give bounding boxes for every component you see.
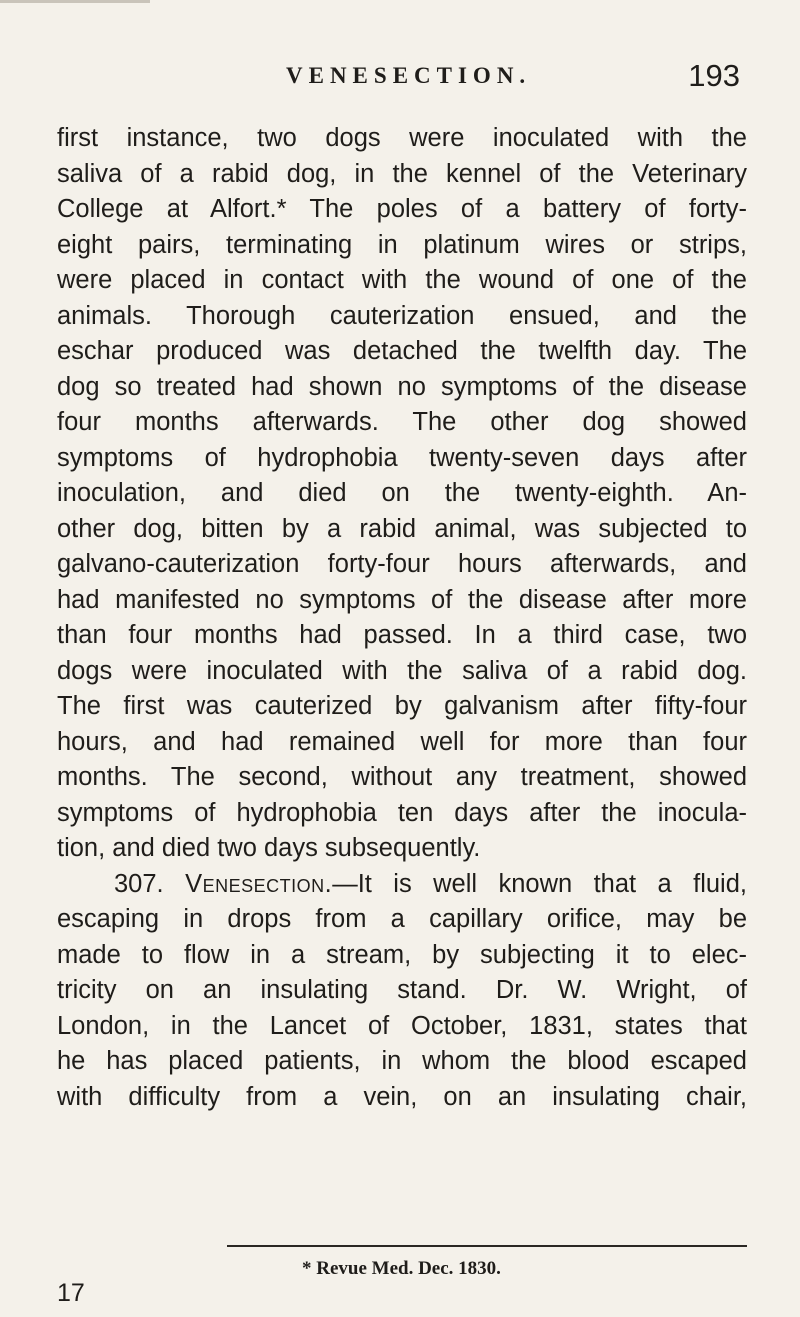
text-line: first instance, two dogs were inoculated with the	[57, 124, 747, 152]
running-head: VENESECTION.	[286, 63, 532, 88]
text-line: dog so treated had shown no symptoms of the disease	[57, 372, 747, 401]
text-line: tion, and died two days subsequently.	[57, 834, 481, 862]
text-line: were placed in contact with the wound of one of the	[57, 266, 747, 294]
text-line: had manifested no symptoms of the disease after more	[57, 585, 747, 614]
text-line: symptoms of hydrophobia twenty-seven days after	[57, 443, 747, 472]
section-title: Venesection.	[185, 869, 333, 898]
text-line: saliva of a rabid dog, in the kennel of the Veterinary	[57, 159, 747, 188]
page-number: 193	[688, 58, 740, 93]
text-line: made to flow in a stream, by subjecting it to elec-	[57, 940, 747, 969]
footnote: * Revue Med. Dec. 1830.	[302, 1258, 501, 1279]
page-edge-rule	[0, 0, 150, 3]
signature-mark: 17	[57, 1279, 85, 1307]
section-first-line-text: —It is well known that a fluid,	[332, 869, 747, 898]
text-line: London, in the Lancet of October, 1831, states that	[57, 1011, 747, 1040]
text-line: months. The second, without any treatment, showed	[57, 763, 747, 791]
text-line: eschar produced was detached the twelfth day. The	[57, 337, 747, 365]
text-line: The first was cauterized by galvanism after fifty-four	[57, 692, 747, 720]
section-heading-line	[57, 867, 747, 903]
text-line: other dog, bitten by a rabid animal, was subjected to	[57, 514, 747, 543]
text-line: tricity on an insulating stand. Dr. W. Wright, of	[57, 976, 747, 1004]
section-number: 307.	[114, 869, 164, 898]
text-line: four months afterwards. The other dog showed	[57, 408, 747, 436]
text-line: he has placed patients, in whom the blood escaped	[57, 1047, 747, 1075]
text-line: than four months had passed. In a third case, two	[57, 621, 747, 649]
text-line: symptoms of hydrophobia ten days after the inocula-	[57, 798, 747, 827]
text-line: galvano-cauterization forty-four hours afterwards, and	[57, 550, 747, 578]
body-text	[57, 121, 747, 1115]
text-line: escaping in drops from a capillary orifice, may be	[57, 905, 747, 933]
text-line: with difficulty from a vein, on an insulating chair,	[57, 1082, 747, 1111]
footnote-divider	[227, 1245, 747, 1247]
text-line: College at Alfort.* The poles of a battery of forty-	[57, 195, 747, 223]
text-line: inoculation, and died on the twenty-eighth. An-	[57, 479, 747, 507]
text-line: eight pairs, terminating in platinum wires or strips,	[57, 230, 747, 259]
text-line: dogs were inoculated with the saliva of a rabid dog.	[57, 656, 747, 685]
text-line: animals. Thorough cauterization ensued, and the	[57, 301, 747, 330]
text-line: hours, and had remained well for more than four	[57, 727, 747, 756]
